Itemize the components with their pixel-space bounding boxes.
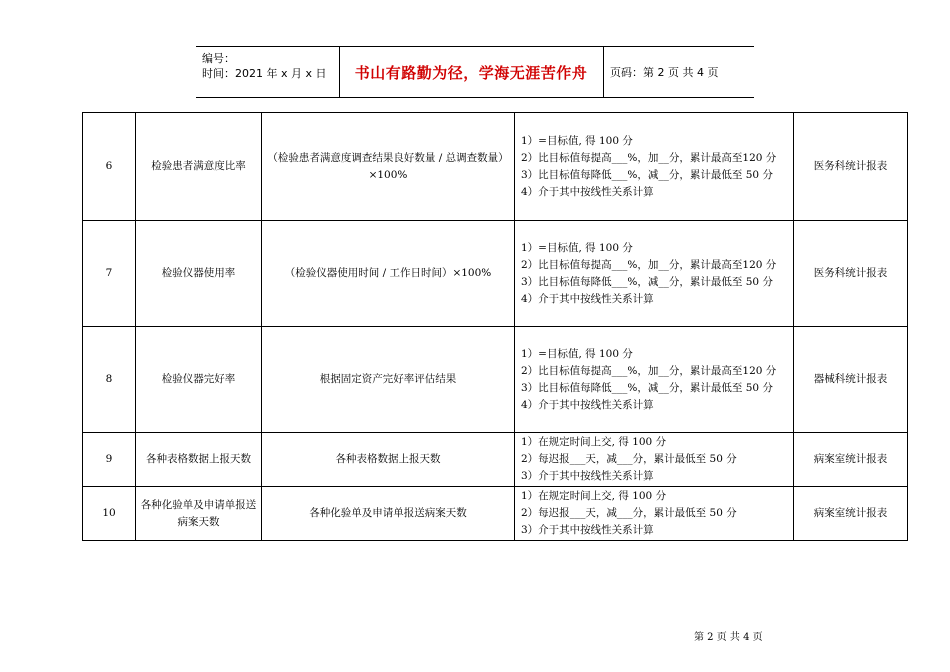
table-row: [83, 113, 908, 221]
rule-line: 3）比目标值每降低___%，减__分，累计最低至 50 分: [521, 381, 773, 394]
row-source-cell: 器械科统计报表: [794, 327, 908, 433]
row-formula-cell: （检验仪器使用时间 / 工作日时间）×100%: [262, 221, 515, 327]
rule-line: 3）比目标值每降低___%，减__分，累计最低至 50 分: [521, 168, 773, 181]
rule-line: 2）每迟报___天，减___分，累计最低至 50 分: [521, 507, 737, 519]
rule-line: 4）介于其中按线性关系计算: [521, 185, 654, 198]
rule-line: 4）介于其中按线性关系计算: [521, 292, 654, 305]
row-formula-cell: 根据固定资产完好率评估结果: [262, 327, 515, 433]
row-name-cell: 各种化验单及申请单报送病案天数: [136, 487, 262, 541]
rule-line: 3）介于其中按线性关系计算: [521, 470, 654, 482]
row-source-cell: 医务科统计报表: [794, 221, 908, 327]
rule-line: 2）每迟报___天，减___分，累计最低至 50 分: [521, 453, 737, 465]
rule-line: 1）=目标值, 得 100 分: [521, 134, 633, 147]
table-row: [83, 221, 908, 327]
row-index-cell: 6: [83, 113, 136, 221]
rule-line: 4）介于其中按线性关系计算: [521, 398, 654, 411]
row-rules-cell: [515, 327, 794, 433]
header-number-label: 编号：: [202, 52, 235, 65]
table-row: [83, 433, 908, 487]
header-motto: 书山有路勤为径，学海无涯苦作舟: [354, 63, 588, 82]
row-index-cell: 7: [83, 221, 136, 327]
row-formula-cell: （检验患者满意度调查结果良好数量 / 总调查数量）×100%: [262, 113, 515, 221]
row-name-cell: 检验仪器完好率: [136, 327, 262, 433]
rule-line: 1）在规定时间上交, 得 100 分: [521, 436, 667, 448]
row-formula-cell: 各种表格数据上报天数: [262, 433, 515, 487]
rule-line: 2）比目标值每提高___%，加__分，累计最高至120 分: [521, 258, 777, 271]
rule-line: 1）=目标值, 得 100 分: [521, 347, 633, 360]
rule-line: 2）比目标值每提高___%，加__分，累计最高至120 分: [521, 151, 777, 164]
rule-line: 1）=目标值, 得 100 分: [521, 241, 633, 254]
header-time-label: 时间：2021 年 x 月 x 日: [202, 67, 327, 80]
row-source-cell: 医务科统计报表: [794, 113, 908, 221]
indicator-table-body: [83, 113, 908, 541]
page-footer: 第 2 页 共 4 页: [694, 632, 763, 643]
header-divider: [603, 47, 604, 97]
row-index-cell: 10: [83, 487, 136, 541]
row-index-cell: 9: [83, 433, 136, 487]
row-rules-cell: [515, 433, 794, 487]
table-row: [83, 327, 908, 433]
indicator-table: [82, 112, 908, 541]
rule-line: 3）介于其中按线性关系计算: [521, 524, 654, 536]
rule-line: 1）在规定时间上交, 得 100 分: [521, 490, 667, 502]
row-name-cell: 检验患者满意度比率: [136, 113, 262, 221]
header-left-block: [202, 51, 327, 81]
rule-line: 2）比目标值每提高___%，加__分，累计最高至120 分: [521, 364, 777, 377]
row-rules-cell: [515, 113, 794, 221]
rule-line: 3）比目标值每降低___%，减__分，累计最低至 50 分: [521, 275, 773, 288]
table-row: [83, 487, 908, 541]
row-rules-cell: [515, 221, 794, 327]
row-source-cell: 病案室统计报表: [794, 433, 908, 487]
row-rules-cell: [515, 487, 794, 541]
header-page-label: 页码：第 2 页 共 4 页: [610, 66, 719, 79]
row-name-cell: 各种表格数据上报天数: [136, 433, 262, 487]
row-name-cell: 检验仪器使用率: [136, 221, 262, 327]
row-source-cell: 病案室统计报表: [794, 487, 908, 541]
row-index-cell: 8: [83, 327, 136, 433]
page-header: [196, 46, 754, 98]
row-formula-cell: 各种化验单及申请单报送病案天数: [262, 487, 515, 541]
